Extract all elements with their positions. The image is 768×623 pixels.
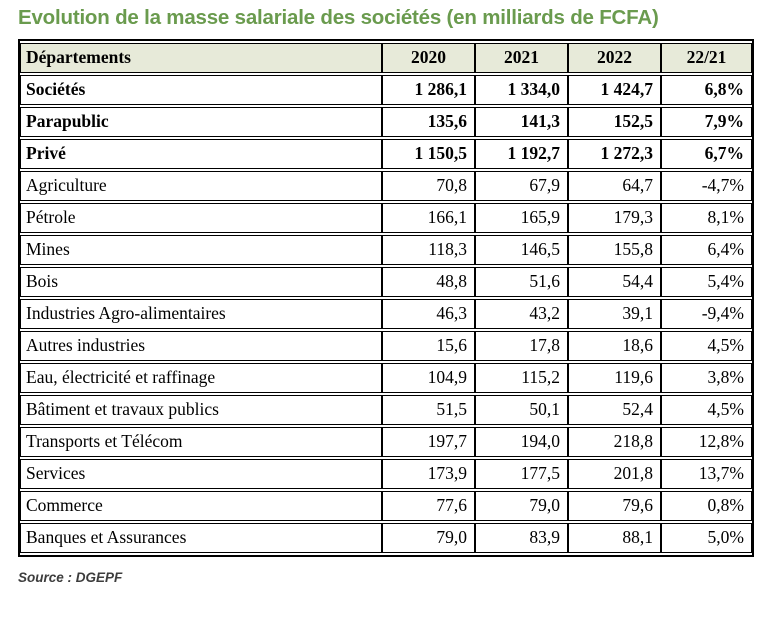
table-row — [20, 395, 752, 425]
table-row — [20, 107, 752, 137]
column-header-2020: 2020 — [382, 43, 475, 73]
value-2020-cell: 70,8 — [382, 171, 475, 201]
value-2021-cell: 79,0 — [475, 491, 568, 521]
value-2022-cell: 152,5 — [568, 107, 661, 137]
value-2021-cell: 177,5 — [475, 459, 568, 489]
column-header-2022: 2022 — [568, 43, 661, 73]
column-header-2021: 2021 — [475, 43, 568, 73]
value-2021-cell: 17,8 — [475, 331, 568, 361]
table-body — [20, 75, 752, 553]
department-cell: Autres industries — [20, 331, 382, 361]
value-2021-cell: 141,3 — [475, 107, 568, 137]
source-note: Source : DGEPF — [18, 570, 123, 585]
department-cell: Banques et Assurances — [20, 523, 382, 553]
value-2020-cell: 79,0 — [382, 523, 475, 553]
evolution-cell: 3,8% — [661, 363, 752, 393]
table-row — [20, 491, 752, 521]
table-header — [20, 43, 752, 73]
value-2021-cell: 1 192,7 — [475, 139, 568, 169]
evolution-cell: 6,4% — [661, 235, 752, 265]
table-row — [20, 203, 752, 233]
value-2022-cell: 1 424,7 — [568, 75, 661, 105]
value-2020-cell: 77,6 — [382, 491, 475, 521]
department-cell: Sociétés — [20, 75, 382, 105]
value-2020-cell: 1 150,5 — [382, 139, 475, 169]
value-2022-cell: 52,4 — [568, 395, 661, 425]
department-cell: Transports et Télécom — [20, 427, 382, 457]
value-2021-cell: 1 334,0 — [475, 75, 568, 105]
value-2022-cell: 64,7 — [568, 171, 661, 201]
value-2022-cell: 119,6 — [568, 363, 661, 393]
evolution-cell: 13,7% — [661, 459, 752, 489]
table-row — [20, 331, 752, 361]
column-header-evolution: 22/21 — [661, 43, 752, 73]
value-2021-cell: 115,2 — [475, 363, 568, 393]
value-2020-cell: 118,3 — [382, 235, 475, 265]
department-cell: Pétrole — [20, 203, 382, 233]
department-cell: Bois — [20, 267, 382, 297]
value-2020-cell: 15,6 — [382, 331, 475, 361]
evolution-cell: 12,8% — [661, 427, 752, 457]
value-2022-cell: 201,8 — [568, 459, 661, 489]
value-2020-cell: 166,1 — [382, 203, 475, 233]
value-2021-cell: 43,2 — [475, 299, 568, 329]
value-2020-cell: 135,6 — [382, 107, 475, 137]
value-2022-cell: 1 272,3 — [568, 139, 661, 169]
value-2022-cell: 18,6 — [568, 331, 661, 361]
table-row — [20, 523, 752, 553]
value-2022-cell: 54,4 — [568, 267, 661, 297]
header-row — [20, 43, 752, 73]
evolution-cell: 0,8% — [661, 491, 752, 521]
value-2021-cell: 83,9 — [475, 523, 568, 553]
value-2020-cell: 1 286,1 — [382, 75, 475, 105]
salary-table — [18, 39, 754, 557]
evolution-cell: -4,7% — [661, 171, 752, 201]
value-2021-cell: 146,5 — [475, 235, 568, 265]
evolution-cell: 7,9% — [661, 107, 752, 137]
table-row — [20, 267, 752, 297]
department-cell: Industries Agro-alimentaires — [20, 299, 382, 329]
table-row — [20, 427, 752, 457]
table-row — [20, 363, 752, 393]
table-row — [20, 171, 752, 201]
evolution-cell: 8,1% — [661, 203, 752, 233]
department-cell: Eau, électricité et raffinage — [20, 363, 382, 393]
value-2022-cell: 218,8 — [568, 427, 661, 457]
value-2022-cell: 179,3 — [568, 203, 661, 233]
department-cell: Parapublic — [20, 107, 382, 137]
evolution-cell: 6,8% — [661, 75, 752, 105]
value-2020-cell: 197,7 — [382, 427, 475, 457]
table-row — [20, 299, 752, 329]
department-cell: Commerce — [20, 491, 382, 521]
value-2021-cell: 51,6 — [475, 267, 568, 297]
evolution-cell: 6,7% — [661, 139, 752, 169]
table-row — [20, 75, 752, 105]
value-2020-cell: 46,3 — [382, 299, 475, 329]
evolution-cell: 4,5% — [661, 331, 752, 361]
column-header-departements: Départements — [20, 43, 382, 73]
table-row — [20, 459, 752, 489]
value-2022-cell: 155,8 — [568, 235, 661, 265]
table-row — [20, 139, 752, 169]
value-2022-cell: 39,1 — [568, 299, 661, 329]
value-2021-cell: 194,0 — [475, 427, 568, 457]
value-2021-cell: 50,1 — [475, 395, 568, 425]
value-2020-cell: 51,5 — [382, 395, 475, 425]
value-2020-cell: 173,9 — [382, 459, 475, 489]
value-2021-cell: 165,9 — [475, 203, 568, 233]
evolution-cell: 5,4% — [661, 267, 752, 297]
value-2022-cell: 79,6 — [568, 491, 661, 521]
page-title: Evolution de la masse salariale des sociétés (en milliards de FCFA) — [18, 6, 659, 29]
department-cell: Privé — [20, 139, 382, 169]
department-cell: Services — [20, 459, 382, 489]
table-row — [20, 235, 752, 265]
department-cell: Agriculture — [20, 171, 382, 201]
department-cell: Mines — [20, 235, 382, 265]
evolution-cell: 4,5% — [661, 395, 752, 425]
value-2022-cell: 88,1 — [568, 523, 661, 553]
evolution-cell: 5,0% — [661, 523, 752, 553]
value-2021-cell: 67,9 — [475, 171, 568, 201]
value-2020-cell: 104,9 — [382, 363, 475, 393]
value-2020-cell: 48,8 — [382, 267, 475, 297]
evolution-cell: -9,4% — [661, 299, 752, 329]
department-cell: Bâtiment et travaux publics — [20, 395, 382, 425]
